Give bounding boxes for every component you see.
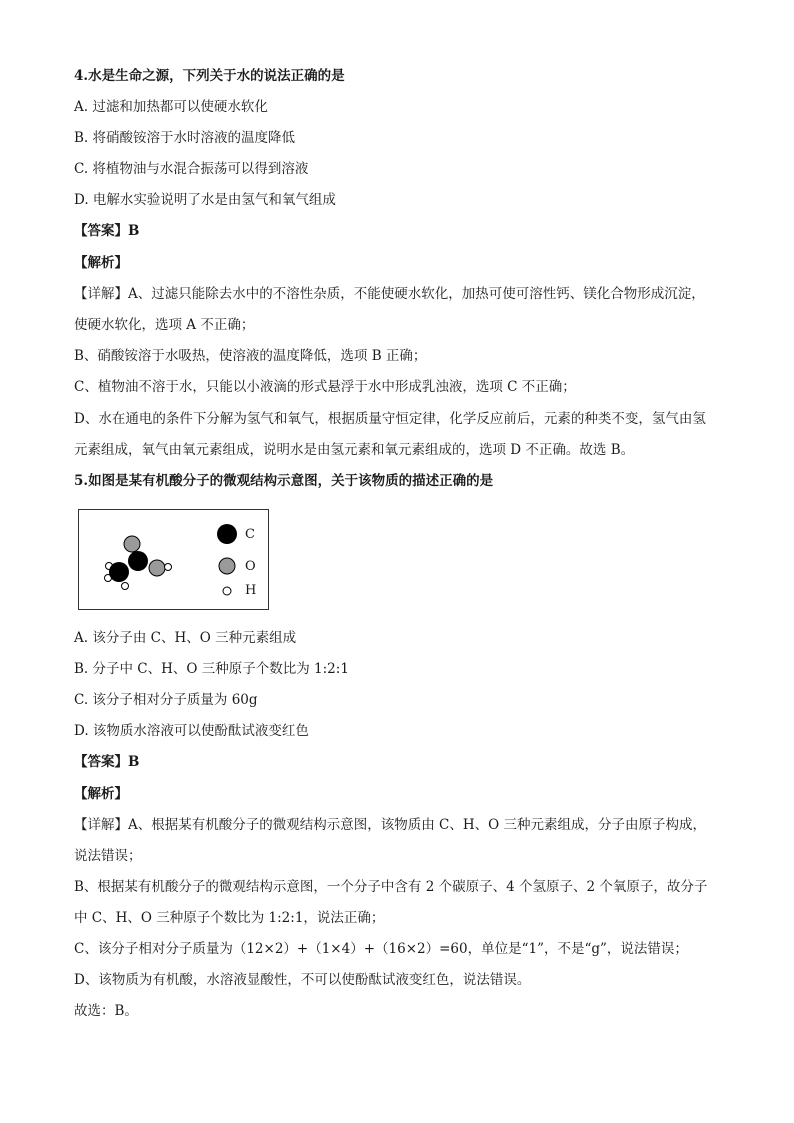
question-5-detail-line: B、根据某有机酸分子的微观结构示意图，一个分子中含有 2 个碳原子、4 个氢原子、2 个氧原子，故分子 [74,879,708,895]
legend-oxygen-label: O [245,559,256,574]
molecule-structure-figure [78,509,269,610]
carbon-atom [109,562,129,582]
question-5-stem: 5.如图是某有机酸分子的微观结构示意图，关于该物质的描述正确的是 [74,473,494,489]
question-5-analysis-heading: 【解析】 [74,786,128,802]
question-4-analysis-heading: 【解析】 [74,255,128,271]
legend-carbon-marker [217,524,237,544]
molecule-diagram [79,510,270,611]
question-5-detail-line: 故选：B。 [74,1003,138,1019]
question-5-option-a: A. 该分子由 C、H、O 三种元素组成 [74,630,297,646]
question-4-option-a: A. 过滤和加热都可以使硬水软化 [74,99,268,115]
question-5-option-d: D. 该物质水溶液可以使酚酞试液变红色 [74,723,309,739]
question-5-option-c: C. 该分子相对分子质量为 60g [74,692,258,708]
oxygen-atom [149,560,165,576]
legend-hydrogen-label: H [245,583,257,598]
question-4-detail-line: B、硝酸铵溶于水吸热，使溶液的温度降低，选项 B 正确； [74,348,427,364]
question-4-option-c: C. 将植物油与水混合振荡可以得到溶液 [74,161,309,177]
question-4-stem: 4.水是生命之源，下列关于水的说法正确的是 [74,68,345,84]
question-5-option-b: B. 分子中 C、H、O 三种原子个数比为 1:2:1 [74,661,349,677]
question-4-option-b: B. 将硝酸铵溶于水时溶液的温度降低 [74,130,296,146]
question-4-detail-line: C、植物油不溶于水，只能以小液滴的形式悬浮于水中形成乳浊液，选项 C 不正确； [74,379,576,395]
legend-carbon-label: C [245,527,255,542]
legend-oxygen-marker [219,558,235,574]
question-4-detail-line: 【详解】A、过滤只能除去水中的不溶性杂质，不能使硬水软化，加热可使可溶性钙、镁化合物形成沉淀， [74,286,705,302]
oxygen-atom [124,536,140,552]
question-5-answer: 【答案】B [74,754,140,770]
question-5-detail-line: 【详解】A、根据某有机酸分子的微观结构示意图，该物质由 C、H、O 三种元素组成，分子由原子构成， [74,817,707,833]
question-5-detail-line: 中 C、H、O 三种原子个数比为 1:2:1，说法正确； [74,910,385,926]
legend-hydrogen-marker [223,587,231,595]
question-5-detail-line: 说法错误； [74,848,142,864]
question-4-option-d: D. 电解水实验说明了水是由氢气和氧气组成 [74,192,336,208]
question-4-detail-line: D、水在通电的条件下分解为氢气和氧气，根据质量守恒定律，化学反应前后，元素的种类不变，氢气由氢 [74,411,706,427]
carbon-atom [128,551,148,571]
hydrogen-atom [165,564,172,571]
hydrogen-atom [122,583,129,590]
question-4-detail-line: 使硬水软化，选项 A 不正确； [74,317,255,333]
question-5-detail-line: C、该分子相对分子质量为（12×2）+（1×4）+（16×2）=60，单位是“1”，不是“g”，说法错误； [74,941,688,957]
question-4-answer: 【答案】B [74,223,140,239]
question-4-detail-line: 元素组成，氧气由氧元素组成，说明水是由氢元素和氧元素组成的，选项 D 不正确。故选 B。 [74,442,635,458]
question-5-detail-line: D、该物质为有机酸，水溶液显酸性，不可以使酚酞试液变红色，说法错误。 [74,972,531,988]
